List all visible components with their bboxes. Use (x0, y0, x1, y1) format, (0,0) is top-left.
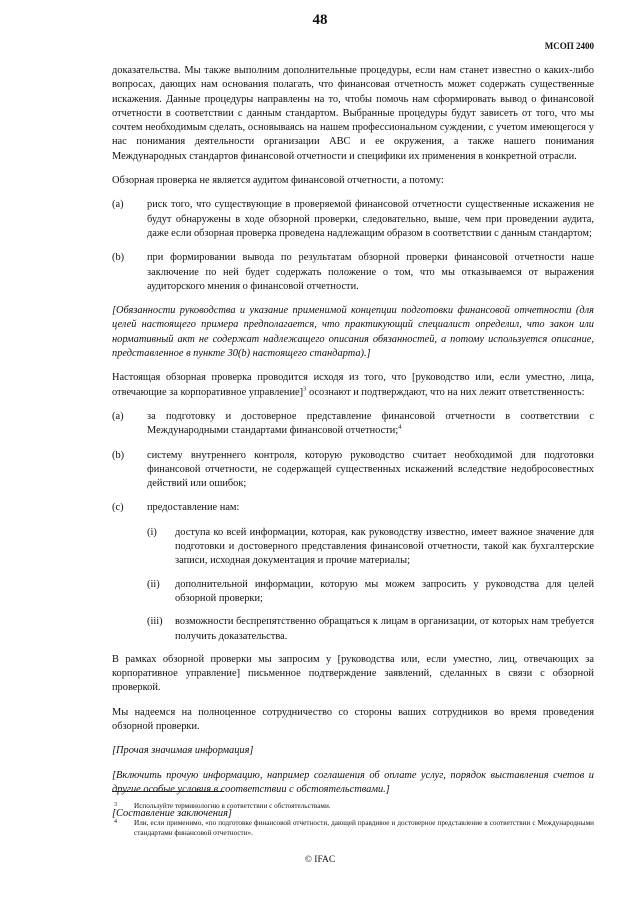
footnote (112, 818, 594, 839)
sub-list-item-text: возможности беспрепятственно обращаться к лицам в организации, от которых нам требуется получить доказательства. (175, 616, 594, 642)
sub-list-marker: (i) (147, 526, 157, 538)
list-item-text: предоставление нам: (147, 502, 240, 514)
sub-list-item (147, 615, 594, 644)
footnote-text: Используйте терминологию в соответствии с обстоятельствами. (134, 802, 331, 810)
sub-list-marker: (ii) (147, 578, 160, 590)
cooperation-paragraph: Мы надеемся на полноценное сотрудничество со стороны ваших сотрудников во время проведения обзорной проверки. (112, 706, 594, 732)
sub-list-item (147, 578, 594, 607)
footnote (112, 801, 594, 812)
list-marker: (b) (112, 252, 125, 264)
responsibility-text-part2: осознают и подтверждают, что на них лежит ответственность: (306, 386, 585, 398)
list-item (112, 449, 594, 492)
written-confirmation-paragraph: В рамках обзорной проверки мы запросим у [руководства или, если уместно, лиц, отвечающих за корпоративное управление] письменное подтверждение заявлений, сделанных в связи с обзорной проверкой. (112, 653, 594, 694)
sub-list (147, 526, 594, 644)
footnote-text: Или, если применимо, «по подготовке финансовой отчетности, дающей правдивое и достоверное представление в соответствии с Международными стандартами финансовой отчетности». (134, 818, 594, 837)
footnotes (112, 801, 594, 845)
list-item-text: за подготовку и достоверное представление финансовой отчетности в соответствии с Международными стандартами финансовой отчетности; (147, 410, 594, 437)
responsibility-text-part1: Настоящая обзорная проверка проводится исходя из того, что [руководство или, если уместно, лица, отвечающие за корпоративное управление] (112, 372, 594, 398)
footnote-ref-3: 3 (303, 385, 307, 393)
footnote-mark: 4 (114, 818, 117, 825)
list-marker: (a) (112, 199, 124, 211)
list-marker: (b) (112, 449, 125, 461)
italic-note: [Обязанности руководства и указание применимой концепции подготовки финансовой отчетности (для целей настоящего примера предполагается, что практикующий специалист определил, что закон или нормативный акт не содержат надлежащего описания обязанностей, а потому используется описание, представленное в пункте 30(b) настоящего стандарта).] (112, 305, 594, 360)
list-marker: (a) (112, 410, 124, 422)
body-text (112, 64, 594, 831)
other-info-text: [Включить прочую информацию, например соглашения об оплате услуг, порядок выставления счетов и другие особые условия в соответствии с обстоятельствами.] (112, 769, 594, 795)
page-number: 48 (312, 12, 328, 28)
list-item-text: риск того, что существующие в проверяемой финансовой отчетности существенные искажения не будут обнаружены в ходе обзорной проверки, следовательно, выше, чем при проведении аудита, даже если обзорная проверка проведена надлежащим образом в соответствии с данным стандартом; (147, 199, 594, 239)
list-item (112, 198, 594, 241)
sub-list-item (147, 526, 594, 569)
document-code: МСОП 2400 (544, 41, 594, 51)
list-item (112, 410, 594, 439)
footnote-mark: 3 (114, 802, 117, 808)
sub-list-item-text: доступа ко всей информации, которая, как руководству известно, имеет важное значение для подготовки и достоверного представления финансовой отчетности, такой как бухгалтерские записи, исходная документация и прочие материалы; (175, 526, 594, 567)
sub-list-marker: (iii) (147, 616, 163, 628)
list-item-text: систему внутреннего контроля, которую руководство считает необходимой для подготовки финансовой отчетности, не содержащей существенных искажений вследствие недобросовестных действий или ошибок; (147, 449, 594, 490)
list-item (112, 501, 594, 515)
responsibility-paragraph (112, 371, 594, 400)
copyright-footer: © IFAC (304, 855, 336, 865)
list-item (112, 251, 594, 294)
list-item-text: при формировании вывода по результатам обзорной проверки финансовой отчетности наше заключение по ней будет содержать положение о том, что мы отказываемся от выражения аудиторского мнения о финансовой отчетности. (147, 252, 594, 292)
list-marker: (c) (112, 502, 124, 514)
conclusion-heading: [Составление заключения] (112, 808, 232, 820)
other-info-heading: [Прочая значимая информация] (112, 745, 254, 757)
intro-paragraph: доказательства. Мы также выполним дополнительные процедуры, если нам станет известно о каких-либо вопросах, дающих нам основания полагать, что финансовая отчетность может содержать существенные искажения. Данные процедуры направлены на то, чтобы помочь нам сформировать вывод о финансовой отчетности в соответствии с данным стандартом. Выбранные процедуры будут зависеть от того, что мы сочтем необходимым сделать, основываясь на нашем профессиональном суждении, с учетом имеющегося у нас понимания деятельности организации АВС и ее окружения, а также нашего понимания Международных стандартов финансовой отчетности и специфики их применения в конкретной отрасли. (112, 65, 594, 162)
footnote-ref-4: 4 (398, 423, 402, 431)
sub-list-item-text: дополнительной информации, которую мы можем запросить у руководства для целей обзорной проверки; (175, 578, 594, 604)
not-audit-intro: Обзорная проверка не является аудитом финансовой отчетности, а потому: (112, 175, 444, 187)
footnote-divider (112, 791, 224, 792)
